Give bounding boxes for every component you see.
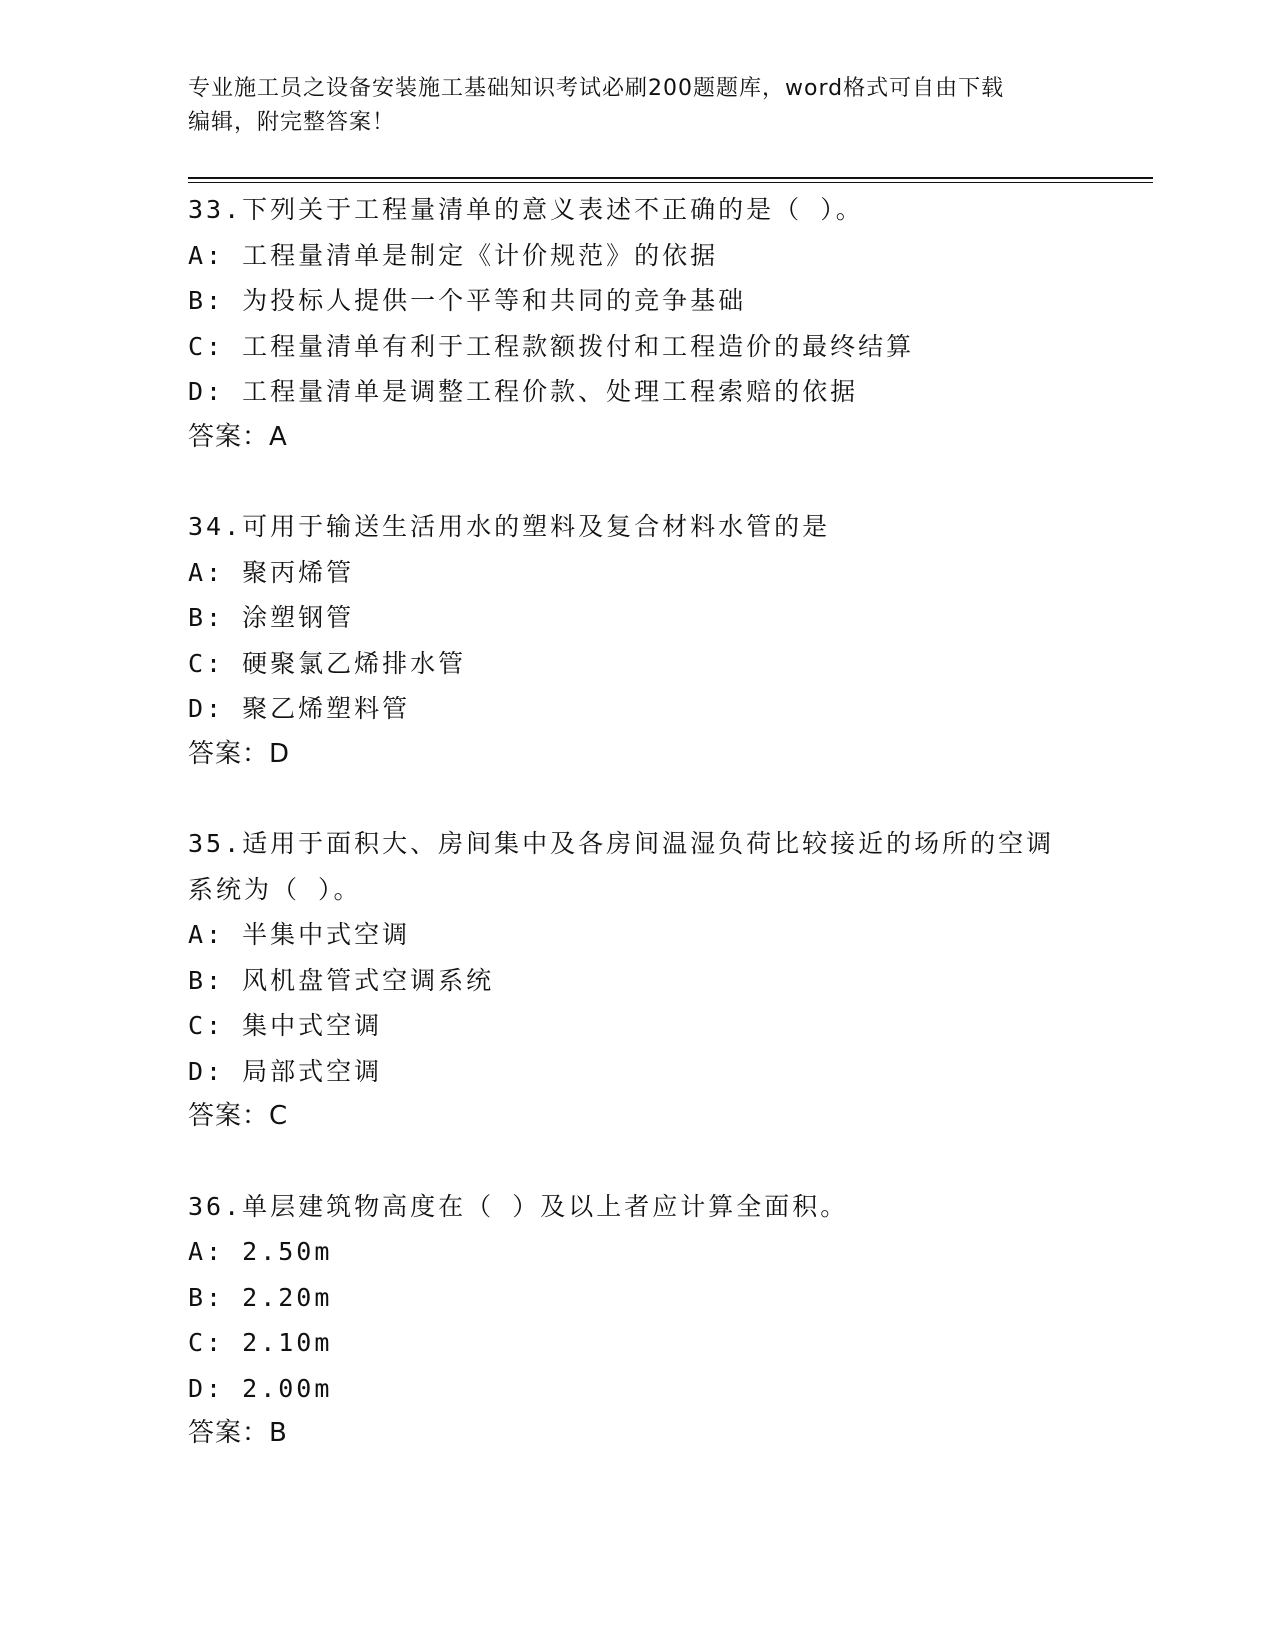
- option-a: A: 聚丙烯管: [188, 557, 355, 587]
- option-c: C: 工程量清单有利于工程款额拨付和工程造价的最终结算: [188, 331, 915, 361]
- question-33: [188, 187, 1088, 460]
- question-stem: 34.可用于输送生活用水的塑料及复合材料水管的是: [188, 512, 831, 541]
- option-a: A: 半集中式空调: [188, 920, 411, 949]
- answer-label: 答案：C: [188, 1101, 289, 1131]
- option-d: D: 局部式空调: [188, 1056, 383, 1086]
- option-b: B: 2.20m: [188, 1282, 333, 1312]
- option-a: A: 工程量清单是制定《计价规范》的依据: [188, 240, 719, 270]
- question-35: [188, 821, 1088, 1140]
- header-line-1: 专业施工员之设备安装施工基础知识考试必刷200题题库，word格式可自由下载: [188, 76, 1005, 101]
- option-d: D: 聚乙烯塑料管: [188, 694, 411, 723]
- option-b: B: 为投标人提供一个平等和共同的竞争基础: [188, 286, 747, 315]
- header-divider-thin: [188, 182, 1153, 183]
- question-stem-line-2: 系统为（ ）。: [188, 874, 362, 904]
- question-stem: 33.下列关于工程量清单的意义表述不正确的是（ ）。: [188, 195, 864, 224]
- answer-label: 答案：D: [188, 738, 291, 769]
- option-b: B: 涂塑钢管: [188, 603, 355, 632]
- question-stem: 36.单层建筑物高度在（ ）及以上者应计算全面积。: [188, 1191, 849, 1221]
- option-d: D: 2.00m: [188, 1373, 333, 1403]
- header-divider-thick: [188, 177, 1153, 179]
- question-36: [188, 1184, 1088, 1457]
- option-c: C: 2.10m: [188, 1328, 333, 1357]
- option-a: A: 2.50m: [188, 1237, 333, 1266]
- question-34: [188, 504, 1088, 777]
- answer-label: 答案：B: [188, 1418, 288, 1448]
- option-c: C: 集中式空调: [188, 1011, 383, 1040]
- answer-label: 答案：A: [188, 421, 288, 452]
- document-header: [188, 72, 1068, 140]
- question-stem-line-1: 35.适用于面积大、房间集中及各房间温湿负荷比较接近的场所的空调: [188, 829, 1055, 858]
- option-b: B: 风机盘管式空调系统: [188, 965, 495, 995]
- header-line-2: 编辑，附完整答案！: [188, 110, 396, 135]
- option-c: C: 硬聚氯乙烯排水管: [188, 648, 467, 678]
- option-d: D: 工程量清单是调整工程价款、处理工程索赔的依据: [188, 377, 859, 406]
- question-list: [188, 187, 1088, 1501]
